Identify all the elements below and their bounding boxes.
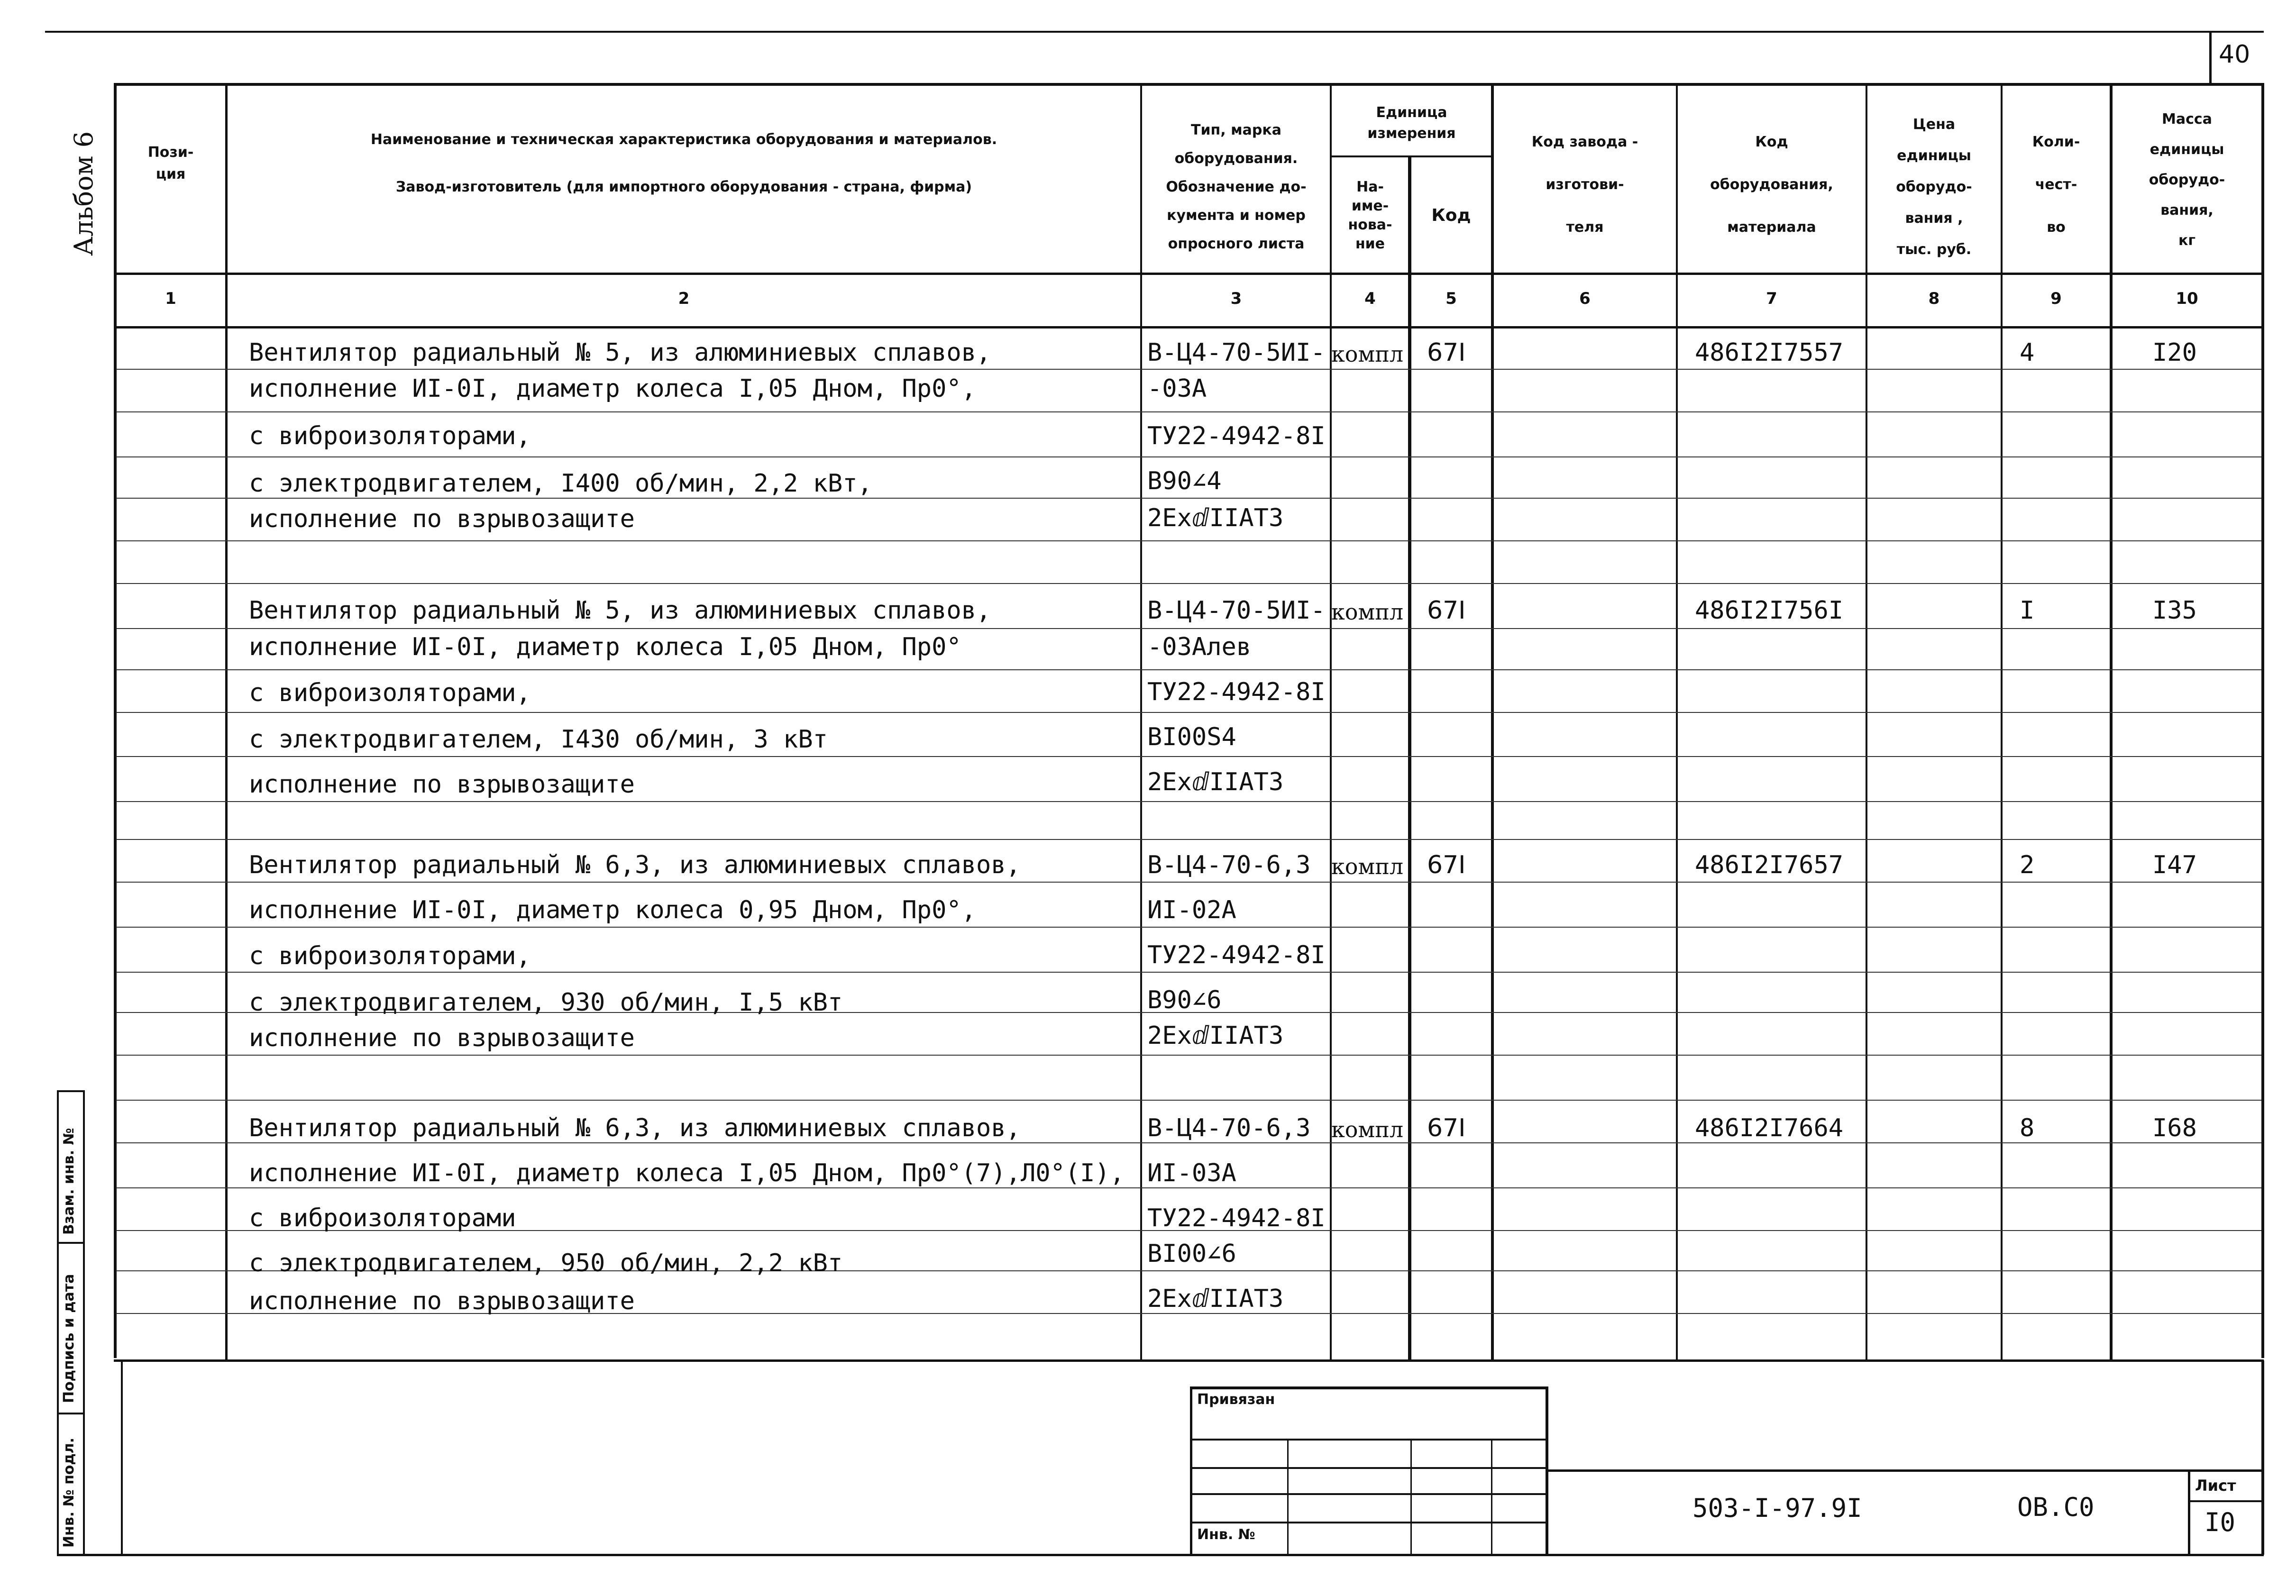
row-divider: [116, 669, 2261, 670]
frame-bottom: [57, 1554, 1550, 1556]
item-3-type-5: 2ExⅆIIАТ3: [1147, 1021, 1284, 1050]
tb-box-col-3: [1491, 1439, 1492, 1555]
tb-sheet-left: [2188, 1469, 2190, 1555]
colnum-6: 6: [1579, 289, 1591, 308]
item-1-type-4: В90∠4: [1147, 467, 1222, 495]
header-unit-code: Код: [1431, 206, 1471, 225]
item-4-type-4: ВI00∠6: [1147, 1240, 1236, 1268]
item-4-type-2: ИI-03А: [1147, 1159, 1236, 1187]
tb-box-row-2: [1190, 1467, 1548, 1469]
item-2-equipment-code: 486I2I756I: [1695, 596, 1844, 625]
frame-right-lower: [2261, 1360, 2264, 1555]
tb-box-row-4: [1190, 1522, 1548, 1523]
item-1-unit: компл: [1331, 341, 1404, 367]
row-divider: [116, 628, 2261, 629]
item-2-type-4: ВI00S4: [1147, 723, 1236, 751]
row-divider: [116, 1187, 2261, 1188]
colnum-10: 10: [2176, 289, 2198, 308]
item-4-line-2: исполнение ИI-0I, диаметр колеса I,05 Дном, Пр0°(7),Л0°(I),: [249, 1159, 1125, 1187]
item-2-type-3: ТУ22-4942-8I: [1147, 678, 1326, 706]
item-1-unit-code: 67I: [1427, 338, 1466, 367]
col-sep-8: [2001, 83, 2003, 1360]
item-2-mass: I35: [2152, 596, 2197, 625]
tb-main-bottom: [1548, 1554, 2264, 1556]
item-3-line-1: Вентилятор радиальный № 6,3, из алюминиевых сплавов,: [249, 851, 1021, 879]
item-4-unit: компл: [1331, 1117, 1404, 1142]
tb-box-left: [1190, 1386, 1192, 1555]
header-price: Цена единицы оборудо- вания , тыс. руб.: [1896, 116, 1972, 258]
colnum-8: 8: [1928, 289, 1940, 308]
item-1-line-5: исполнение по взрывозащите: [249, 505, 635, 533]
col-sep-1: [225, 83, 228, 1360]
col-sep-9: [2110, 83, 2113, 1360]
side-stamp-div-1: [57, 1242, 84, 1244]
item-2-type-1: В-Ц4-70-5ИI-: [1147, 596, 1326, 625]
header-quantity: Коли- чест- во: [2032, 134, 2080, 236]
col-sep-7: [1866, 83, 1867, 1360]
item-2-line-1: Вентилятор радиальный № 5, из алюминиевых сплавов,: [249, 596, 991, 625]
item-4-type-1: В-Ц4-70-6,3: [1147, 1114, 1311, 1142]
row-divider: [116, 1100, 2261, 1101]
item-2-line-4: с электродвигателем, I430 об/мин, 3 кВт: [249, 725, 828, 754]
header-name: Наименование и техническая характеристика оборудования и материалов. Завод-изготовитель (для импортного оборудования - страна, фирма): [370, 131, 997, 195]
colnum-1: 1: [165, 289, 176, 308]
row-divider: [116, 456, 2261, 457]
item-1-line-1: Вентилятор радиальный № 5, из алюминиевых сплавов,: [249, 338, 991, 367]
row-divider: [116, 927, 2261, 928]
colnum-3: 3: [1230, 289, 1242, 308]
item-4-unit-code: 67I: [1427, 1114, 1466, 1142]
item-2-type-5: 2ExⅆIIАТ3: [1147, 768, 1284, 796]
header-unit-name: На- име- нова- ние: [1348, 179, 1392, 252]
page-number-box-left: [2209, 31, 2212, 83]
table-bottom-border: [114, 1359, 2264, 1362]
item-3-equipment-code: 486I2I7657: [1695, 851, 1844, 879]
item-4-line-3: с виброизоляторами: [249, 1204, 516, 1232]
item-3-type-1: В-Ц4-70-6,3: [1147, 851, 1311, 879]
item-3-line-5: исполнение по взрывозащите: [249, 1024, 635, 1052]
tb-mark: ОВ.С0: [2017, 1492, 2095, 1522]
frame-left-lower: [121, 1360, 123, 1555]
item-1-mass: I20: [2152, 338, 2197, 367]
item-4-mass: I68: [2152, 1114, 2197, 1142]
item-4-equipment-code: 486I2I7664: [1695, 1114, 1844, 1142]
tb-inv-no: Инв. №: [1197, 1526, 1255, 1543]
col-sep-3: [1330, 83, 1332, 1360]
col-sep-5: [1491, 83, 1494, 1360]
colnum-2: 2: [678, 289, 690, 308]
item-4-line-5: исполнение по взрывозащите: [249, 1287, 635, 1315]
header-equipment-code: Код оборудования, материала: [1710, 134, 1833, 236]
item-1-quantity: 4: [2020, 338, 2035, 367]
header-type: Тип, марка оборудования. Обозначение до- кумента и номер опросного листа: [1166, 122, 1307, 252]
side-stamp-inv-zam: Взам. инв. №: [61, 1128, 77, 1235]
item-3-type-3: ТУ22-4942-8I: [1147, 941, 1326, 969]
row-divider: [116, 756, 2261, 757]
row-divider: [116, 1055, 2261, 1056]
header-position: Пози- ция: [147, 144, 194, 182]
side-stamp-top: [57, 1090, 84, 1092]
side-stamp-right: [83, 1090, 85, 1555]
header-unit-group: Единица измерения: [1367, 104, 1456, 142]
item-2-line-2: исполнение ИI-0I, диаметр колеса I,05 Дном, Пр0°: [249, 633, 961, 661]
item-4-type-3: ТУ22-4942-8I: [1147, 1204, 1326, 1232]
item-3-line-2: исполнение ИI-0I, диаметр колеса 0,95 Дном, Пр0°,: [249, 896, 977, 924]
item-3-mass: I47: [2152, 851, 2197, 879]
item-4-line-1: Вентилятор радиальный № 6,3, из алюминиевых сплавов,: [249, 1114, 1021, 1142]
item-3-quantity: 2: [2020, 851, 2035, 879]
row-divider: [116, 972, 2261, 973]
tb-main-top: [1548, 1469, 2264, 1472]
header-bottom-border: [114, 273, 2264, 275]
col-sep-4: [1408, 156, 1411, 1360]
tb-sheet-number: I0: [2205, 1507, 2236, 1537]
colnum-5: 5: [1445, 289, 1457, 308]
item-2-line-3: с виброизоляторами,: [249, 679, 531, 707]
item-4-type-5: 2ExⅆIIАТ3: [1147, 1285, 1284, 1313]
item-1-type-1: В-Ц4-70-5ИI-: [1147, 338, 1326, 367]
tb-box-col-1: [1287, 1439, 1289, 1555]
item-3-line-4: с электродвигателем, 930 об/мин, I,5 кВт: [249, 988, 843, 1017]
row-divider: [116, 411, 2261, 412]
tb-box-row-3: [1190, 1493, 1548, 1495]
tb-box-row-1: [1190, 1439, 1548, 1441]
tb-box-top: [1190, 1386, 1548, 1389]
row-divider: [116, 801, 2261, 802]
tb-privyazan: Привязан: [1197, 1391, 1275, 1408]
item-4-line-4: с электродвигателем, 950 об/мин, 2,2 кВт: [249, 1249, 843, 1277]
tb-box-col-2: [1410, 1439, 1412, 1555]
tb-doc-code: 503-I-97.9I: [1692, 1493, 1862, 1523]
item-1-equipment-code: 486I2I7557: [1695, 338, 1844, 367]
item-1-line-3: с виброизоляторами,: [249, 422, 531, 450]
item-2-unit: компл: [1331, 599, 1404, 625]
item-2-type-2: -03Алев: [1147, 633, 1252, 661]
tb-sheet-divider: [2188, 1500, 2264, 1502]
row-divider: [116, 839, 2261, 840]
colnum-bottom-border: [114, 326, 2264, 328]
table-top-border: [114, 83, 2264, 86]
unit-group-divider: [1330, 155, 1491, 157]
side-stamp-div-2: [57, 1413, 84, 1414]
page-number: 40: [2219, 40, 2250, 69]
item-3-unit-code: 67I: [1427, 851, 1466, 879]
row-divider: [116, 540, 2261, 541]
item-1-type-3: ТУ22-4942-8I: [1147, 422, 1326, 450]
item-3-unit: компл: [1331, 854, 1404, 879]
row-divider: [116, 369, 2261, 370]
row-divider: [116, 712, 2261, 713]
item-1-type-5: 2ExⅆIIАТ3: [1147, 504, 1284, 532]
item-2-quantity: I: [2020, 596, 2035, 625]
row-divider: [116, 1142, 2261, 1143]
album-label: Альбом 6: [69, 131, 99, 256]
colnum-7: 7: [1766, 289, 1777, 308]
col-sep-2: [1140, 83, 1142, 1360]
row-divider: [116, 583, 2261, 584]
item-1-line-2: исполнение ИI-0I, диаметр колеса I,05 Дном, Пр0°,: [249, 374, 977, 403]
colnum-4: 4: [1364, 289, 1376, 308]
item-3-line-3: с виброизоляторами,: [249, 942, 531, 970]
tb-sheet-label: Лист: [2195, 1477, 2236, 1495]
item-2-line-5: исполнение по взрывозащите: [249, 770, 635, 799]
item-3-type-2: ИI-02А: [1147, 896, 1236, 924]
row-divider: [116, 882, 2261, 883]
colnum-9: 9: [2050, 289, 2062, 308]
header-factory-code: Код завода - изготови- теля: [1531, 134, 1638, 236]
row-divider: [116, 498, 2261, 499]
header-mass: Масса единицы оборудо- вания, кг: [2149, 111, 2225, 249]
side-stamp-inv-podl: Инв. № подл.: [61, 1437, 77, 1548]
col-sep-6: [1676, 83, 1678, 1360]
item-3-type-4: В90∠6: [1147, 986, 1222, 1014]
item-2-unit-code: 67I: [1427, 596, 1466, 625]
side-stamp-signature-date: Подпись и дата: [61, 1274, 77, 1403]
item-4-quantity: 8: [2020, 1114, 2035, 1142]
item-1-line-4: с электродвигателем, I400 об/мин, 2,2 кВт,: [249, 469, 872, 498]
item-1-type-2: -03А: [1147, 374, 1207, 403]
top-border-line: [45, 31, 2264, 33]
side-stamp-left: [57, 1090, 59, 1555]
